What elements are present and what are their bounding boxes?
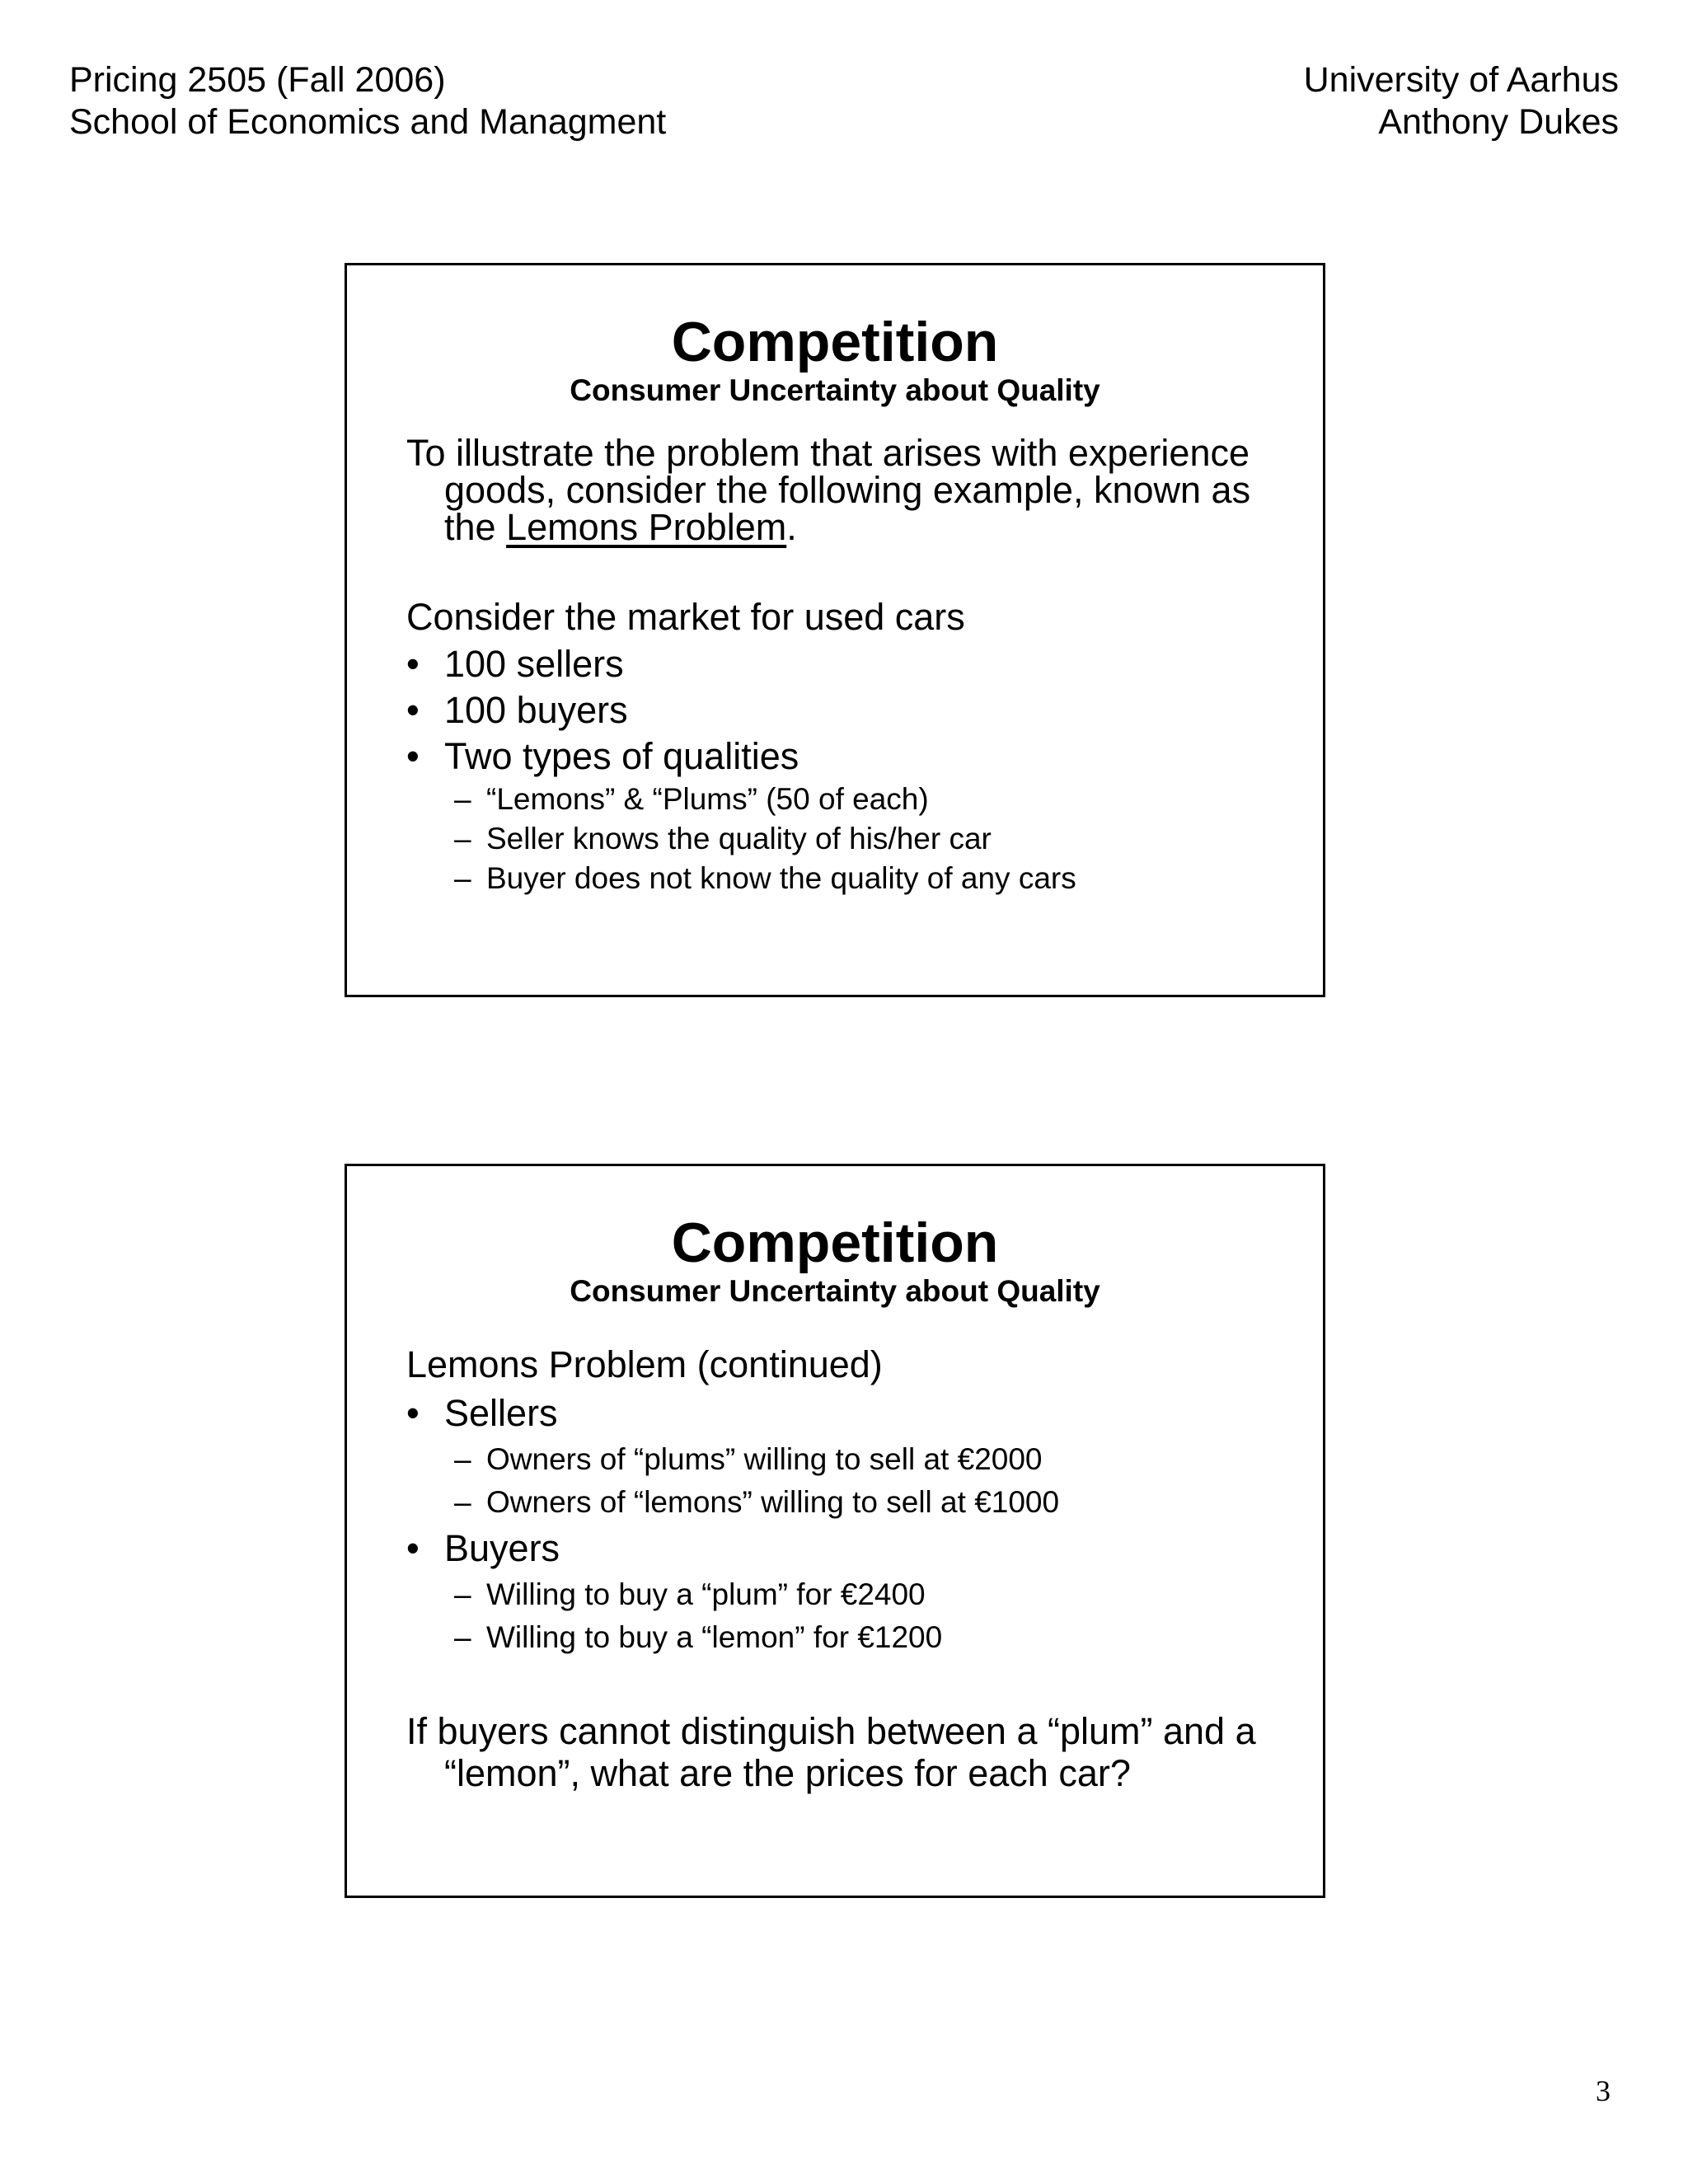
dash-marker: – bbox=[454, 782, 471, 816]
sub-list-item bbox=[406, 780, 1280, 819]
author-name: Anthony Dukes bbox=[1378, 102, 1619, 142]
list-item bbox=[406, 733, 1280, 780]
list-item bbox=[406, 1524, 1280, 1573]
page-number: 3 bbox=[1596, 2074, 1611, 2107]
sub-list-item-text: Seller knows the quality of his/her car bbox=[486, 822, 992, 855]
sub-list-item-text: Owners of “plums” willing to sell at €2000 bbox=[486, 1442, 1043, 1476]
intro-end: . bbox=[786, 506, 797, 548]
sub-list-item bbox=[406, 1616, 1280, 1659]
intro-paragraph bbox=[406, 434, 1280, 546]
sub-list-item-text: Owners of “lemons” willing to sell at €1000 bbox=[486, 1485, 1060, 1519]
school-name: School of Economics and Managment bbox=[69, 102, 667, 142]
bullet-marker: • bbox=[406, 1392, 420, 1434]
list-item-text: Buyers bbox=[444, 1527, 560, 1569]
intro-text: To illustrate the problem that arises with experience goods, consider the following example, known as the bbox=[406, 432, 1251, 548]
bullet-marker: • bbox=[406, 643, 420, 685]
list-item-text: 100 sellers bbox=[444, 643, 624, 685]
list-item-text: Sellers bbox=[444, 1392, 558, 1434]
list-item bbox=[406, 1389, 1280, 1438]
list-item bbox=[406, 687, 1280, 733]
slide-body bbox=[406, 1341, 1280, 1831]
sub-list-item bbox=[406, 1481, 1280, 1524]
list-item-text: Two types of qualities bbox=[444, 735, 799, 777]
sub-list-item-text: Willing to buy a “plum” for €2400 bbox=[486, 1577, 926, 1611]
sub-list-item bbox=[406, 819, 1280, 859]
bullet-marker: • bbox=[406, 689, 420, 731]
bullet-marker: • bbox=[406, 735, 420, 777]
lead-text: Lemons Problem (continued) bbox=[406, 1343, 883, 1385]
dash-marker: – bbox=[454, 861, 471, 895]
slide-title: Competition bbox=[671, 1212, 999, 1274]
university-name: University of Aarhus bbox=[1303, 60, 1619, 100]
slide-2 bbox=[345, 1164, 1325, 1898]
sub-list-item-text: “Lemons” & “Plums” (50 of each) bbox=[486, 782, 929, 816]
lemons-problem-term: Lemons Problem bbox=[506, 506, 787, 548]
dash-marker: – bbox=[454, 1620, 471, 1654]
slide-1 bbox=[345, 263, 1325, 997]
slide-subtitle: Consumer Uncertainty about Quality bbox=[570, 373, 1100, 407]
list-item-text: 100 buyers bbox=[444, 689, 628, 731]
sub-list-item bbox=[406, 1573, 1280, 1616]
question-text: If buyers cannot distinguish between a “plum” and a “lemon”, what are the prices for each car? bbox=[406, 1710, 1256, 1794]
list-item bbox=[406, 641, 1280, 687]
slide-subtitle: Consumer Uncertainty about Quality bbox=[570, 1274, 1100, 1308]
slide-title: Competition bbox=[671, 311, 999, 373]
page-header-left bbox=[69, 59, 666, 143]
bullet-marker: • bbox=[406, 1527, 420, 1569]
sub-list-item-text: Buyer does not know the quality of any cars bbox=[486, 861, 1076, 895]
dash-marker: – bbox=[454, 1442, 471, 1476]
sub-list-item bbox=[406, 859, 1280, 898]
course-title: Pricing 2505 (Fall 2006) bbox=[69, 60, 446, 100]
dash-marker: – bbox=[454, 1577, 471, 1611]
slide-body bbox=[406, 434, 1280, 898]
page-header-right bbox=[1304, 59, 1619, 143]
dash-marker: – bbox=[454, 822, 471, 855]
sub-list-item bbox=[406, 1438, 1280, 1481]
lead-text: Consider the market for used cars bbox=[406, 596, 965, 638]
sub-list-item-text: Willing to buy a “lemon” for €1200 bbox=[486, 1620, 943, 1654]
dash-marker: – bbox=[454, 1485, 471, 1519]
